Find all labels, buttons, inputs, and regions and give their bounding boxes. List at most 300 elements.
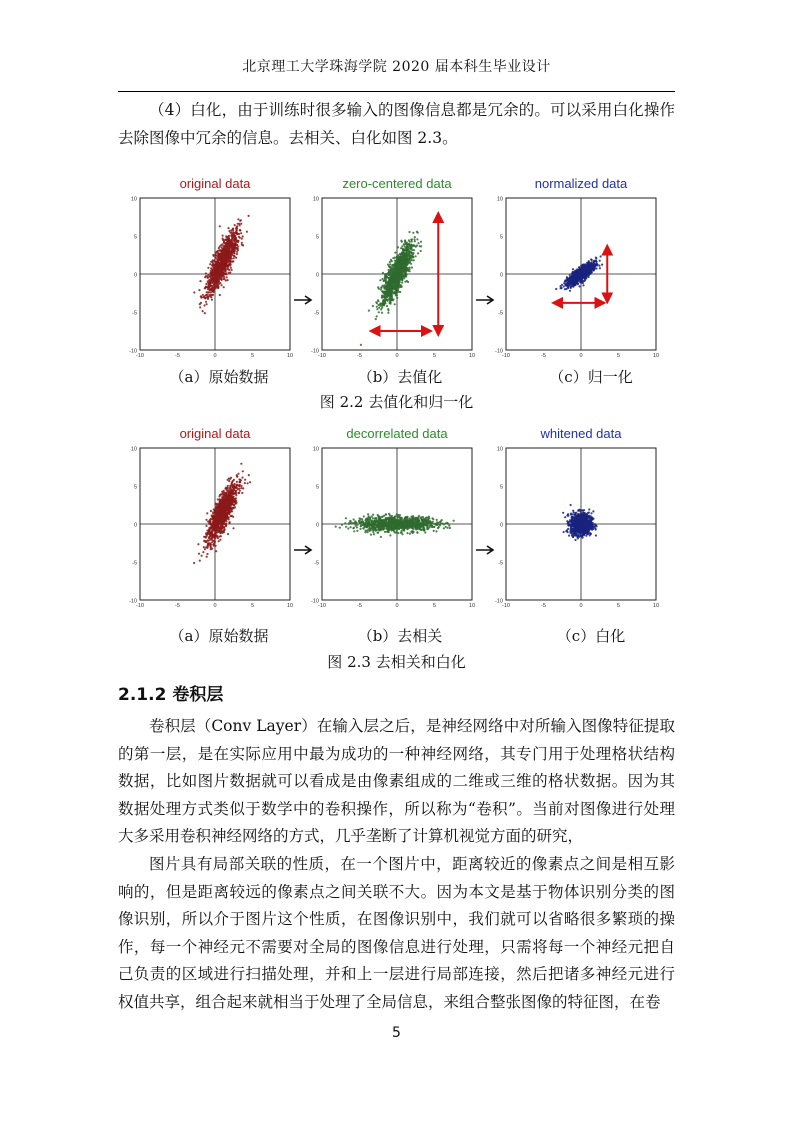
scatter-point <box>379 302 381 304</box>
scatter-point <box>389 263 391 265</box>
scatter-point <box>217 275 219 277</box>
scatter-point <box>221 279 223 281</box>
scatter-point <box>395 281 397 283</box>
scatter-point <box>244 482 246 484</box>
scatter-point <box>207 267 209 269</box>
x-tick-label: 5 <box>250 603 255 609</box>
scatter-point <box>215 287 217 289</box>
scatter-point <box>201 555 203 557</box>
scatter-point <box>220 493 222 495</box>
scatter-point <box>231 251 233 253</box>
scatter-point <box>388 295 390 297</box>
scatter-point <box>416 231 418 233</box>
scatter-point <box>214 260 216 262</box>
scatter-point <box>207 274 209 276</box>
scatter-point <box>392 281 394 283</box>
scatter-point <box>205 519 207 521</box>
scatter-point <box>387 264 389 266</box>
scatter-point <box>408 254 410 256</box>
scatter-point <box>392 257 394 259</box>
scatter-point <box>223 515 225 517</box>
scatter-point <box>227 246 229 248</box>
panel-title: original data <box>179 176 251 191</box>
scatter-point <box>411 238 413 240</box>
scatter-point <box>217 287 219 289</box>
scatter-point <box>230 486 232 488</box>
scatter-point <box>219 528 221 530</box>
scatter-point <box>387 288 389 290</box>
scatter-point <box>234 236 236 238</box>
scatter-point <box>217 535 219 537</box>
scatter-point <box>225 501 227 503</box>
scatter-point <box>221 516 223 518</box>
scatter-point <box>214 519 216 521</box>
scatter-point <box>571 283 573 285</box>
scatter-point <box>231 254 233 256</box>
scatter-point <box>227 259 229 261</box>
scatter-point <box>219 270 221 272</box>
scatter-point <box>214 537 216 539</box>
scatter-point <box>228 269 230 271</box>
scatter-point <box>229 522 231 524</box>
scatter-point <box>413 238 415 240</box>
scatter-point <box>391 260 393 262</box>
scatter-point <box>401 282 403 284</box>
scatter-point <box>197 543 199 545</box>
scatter-point <box>588 273 590 275</box>
scatter-point <box>209 520 211 522</box>
scatter-point <box>225 497 227 499</box>
scatter-point <box>234 502 236 504</box>
scatter-point <box>217 283 219 285</box>
scatter-point <box>215 274 217 276</box>
scatter-point <box>248 474 250 476</box>
scatter-point <box>389 269 391 271</box>
scatter-point <box>212 511 214 513</box>
scatter-point <box>381 290 383 292</box>
scatter-point <box>204 540 206 542</box>
scatter-point <box>382 278 384 280</box>
y-tick-label: 5 <box>499 234 503 241</box>
fig22-sublabel-b: （b）去值化 <box>357 368 443 386</box>
scatter-point <box>248 215 250 217</box>
scatter-point <box>408 239 410 241</box>
scatter-point <box>239 237 241 239</box>
scatter-point <box>590 271 592 273</box>
panel-title: decorrelated data <box>346 426 448 441</box>
scatter-point <box>595 267 597 269</box>
scatter-point <box>205 286 207 288</box>
y-tick-label: -5 <box>314 310 319 317</box>
scatter-point <box>199 280 201 282</box>
scatter-point <box>596 264 598 266</box>
scatter-point <box>409 256 411 258</box>
scatter-point <box>388 274 390 276</box>
scatter-point <box>240 487 242 489</box>
scatter-point <box>226 261 228 263</box>
scatter-point <box>211 282 213 284</box>
scatter-point <box>229 491 231 493</box>
scatter-panel-2 <box>311 426 475 609</box>
scatter-point <box>578 285 580 287</box>
scatter-point <box>399 278 401 280</box>
scatter-point <box>232 246 234 248</box>
scatter-point <box>231 508 233 510</box>
scatter-point <box>412 245 414 247</box>
scatter-point <box>390 288 392 290</box>
scatter-point <box>583 270 585 272</box>
scatter-point <box>219 268 221 270</box>
scatter-point <box>237 245 239 247</box>
scatter-point <box>234 246 236 248</box>
scatter-point <box>565 284 567 286</box>
scatter-point <box>408 267 410 269</box>
scatter-point <box>236 229 238 231</box>
scatter-point <box>224 266 226 268</box>
x-tick-label: 5 <box>432 603 437 609</box>
scatter-point <box>205 533 207 535</box>
y-tick-label: 10 <box>312 446 319 453</box>
paragraph-whitening: （4）白化，由于训练时很多输入的图像信息都是冗余的。可以采用白化操作去除图像中冗余的信息。去相关、白化如图 2.3。 <box>118 101 675 147</box>
scatter-point <box>237 473 239 475</box>
scatter-point <box>198 553 200 555</box>
scatter-point <box>217 506 219 508</box>
scatter-point <box>219 539 221 541</box>
transition-arrow-icon <box>476 296 493 304</box>
scatter-panel-1 <box>129 176 293 359</box>
scatter-point <box>410 248 412 250</box>
scatter-point <box>384 278 386 280</box>
scatter-point <box>215 503 217 505</box>
scatter-point <box>222 259 224 261</box>
scatter-point <box>375 301 377 303</box>
y-tick-label: 0 <box>133 522 137 529</box>
scatter-point <box>335 526 337 528</box>
scatter-point <box>595 257 597 259</box>
scatter-point <box>380 288 382 290</box>
scatter-point <box>215 257 217 259</box>
scatter-point <box>231 260 233 262</box>
y-tick-label: 0 <box>315 522 319 529</box>
y-tick-label: -5 <box>132 310 137 317</box>
x-tick-label: 10 <box>652 353 660 359</box>
scatter-point <box>376 315 378 317</box>
scatter-point <box>244 479 246 481</box>
scatter-point <box>403 257 405 259</box>
scatter-point <box>573 285 575 287</box>
scatter-point <box>233 252 235 254</box>
scatter-point <box>401 253 403 255</box>
scatter-point <box>241 242 243 244</box>
scatter-point <box>345 526 347 528</box>
scatter-point <box>208 289 210 291</box>
scatter-point <box>382 303 384 305</box>
scatter-point <box>210 272 212 274</box>
scatter-point <box>384 531 386 533</box>
scatter-point <box>595 260 597 262</box>
scatter-point <box>227 227 229 229</box>
scatter-point <box>232 527 234 529</box>
scatter-point <box>398 258 400 260</box>
scatter-point <box>412 232 414 234</box>
scatter-point <box>223 276 225 278</box>
scatter-point <box>573 275 575 277</box>
scatter-point <box>379 279 381 281</box>
scatter-point <box>376 308 378 310</box>
scatter-point <box>225 492 227 494</box>
scatter-point <box>377 300 379 302</box>
y-tick-label: -5 <box>498 310 503 317</box>
scatter-point <box>403 268 405 270</box>
scatter-point <box>218 509 220 511</box>
scatter-point <box>400 259 402 261</box>
scatter-point <box>223 286 225 288</box>
scatter-point <box>203 304 205 306</box>
scatter-point <box>224 262 226 264</box>
scatter-point <box>387 292 389 294</box>
fig22-caption: 图 2.2 去值化和归一化 <box>319 393 474 411</box>
scatter-point <box>232 239 234 241</box>
scatter-point <box>228 505 230 507</box>
scatter-point <box>246 231 248 233</box>
scatter-point <box>233 486 235 488</box>
y-tick-label: -10 <box>129 348 137 355</box>
scatter-point <box>222 235 224 237</box>
y-tick-label: 0 <box>315 272 319 279</box>
scatter-point <box>238 485 240 487</box>
scatter-point <box>217 270 219 272</box>
scatter-point <box>231 515 233 517</box>
scatter-point <box>241 238 243 240</box>
scatter-point <box>226 253 228 255</box>
scatter-point <box>217 279 219 281</box>
x-tick-label: 10 <box>468 353 476 359</box>
scatter-point <box>207 521 209 523</box>
scatter-point <box>231 237 233 239</box>
scatter-point <box>233 242 235 244</box>
scatter-point <box>232 500 234 502</box>
scatter-point <box>223 278 225 280</box>
scatter-point <box>236 481 238 483</box>
scatter-point <box>239 490 241 492</box>
scatter-point <box>390 291 392 293</box>
scatter-point <box>220 535 222 537</box>
scatter-point <box>211 531 213 533</box>
scatter-point <box>205 546 207 548</box>
scatter-point <box>211 289 213 291</box>
scatter-point <box>573 273 575 275</box>
scatter-point <box>232 230 234 232</box>
y-tick-label: 5 <box>315 234 319 241</box>
scatter-point <box>217 261 219 263</box>
scatter-point <box>448 525 450 527</box>
scatter-point <box>588 267 590 269</box>
scatter-point <box>409 259 411 261</box>
scatter-point <box>571 280 573 282</box>
scatter-point <box>208 530 210 532</box>
y-tick-label: 5 <box>133 234 137 241</box>
scatter-point <box>585 271 587 273</box>
scatter-point <box>402 270 404 272</box>
scatter-point <box>208 291 210 293</box>
scatter-point <box>417 252 419 254</box>
scatter-point <box>193 562 195 564</box>
x-tick-label: 5 <box>250 353 255 359</box>
scatter-point <box>386 305 388 307</box>
scatter-point <box>353 518 355 520</box>
scatter-point <box>576 271 578 273</box>
scatter-point <box>403 262 405 264</box>
scatter-point <box>218 266 220 268</box>
scatter-point <box>221 274 223 276</box>
scatter-point <box>411 240 413 242</box>
scatter-point <box>202 294 204 296</box>
header-rule <box>118 91 675 92</box>
scatter-point <box>424 531 426 533</box>
scatter-point <box>225 279 227 281</box>
scatter-point <box>232 232 234 234</box>
scatter-point <box>226 518 228 520</box>
scatter-point <box>400 268 402 270</box>
x-tick-label: 10 <box>468 603 476 609</box>
scatter-point <box>394 288 396 290</box>
scatter-point <box>405 251 407 253</box>
scatter-point <box>368 310 370 312</box>
scatter-point <box>230 496 232 498</box>
scatter-point <box>216 263 218 265</box>
scatter-point <box>404 281 406 283</box>
transition-arrow-icon <box>294 296 311 304</box>
scatter-point <box>213 517 215 519</box>
y-tick-label: -10 <box>129 598 137 605</box>
y-tick-label: 0 <box>499 272 503 279</box>
scatter-point <box>388 277 390 279</box>
scatter-point <box>383 286 385 288</box>
scatter-point <box>387 312 389 314</box>
scatter-point <box>220 259 222 261</box>
scatter-point <box>389 266 391 268</box>
scatter-point <box>410 263 412 265</box>
scatter-point <box>241 477 243 479</box>
scatter-point <box>400 275 402 277</box>
scatter-point <box>207 277 209 279</box>
scatter-point <box>382 272 384 274</box>
scatter-point <box>220 532 222 534</box>
scatter-point <box>407 257 409 259</box>
scatter-point <box>212 270 214 272</box>
scatter-point <box>381 307 383 309</box>
scatter-point <box>384 296 386 298</box>
scatter-point <box>569 290 571 292</box>
page-header: 北京理工大学珠海学院 2020 届本科生毕业设计 <box>242 59 551 75</box>
scatter-point <box>579 275 581 277</box>
scatter-point <box>396 256 398 258</box>
scatter-point <box>210 534 212 536</box>
scatter-point <box>206 553 208 555</box>
scatter-point <box>223 252 225 254</box>
scatter-point <box>408 250 410 252</box>
scatter-point <box>240 232 242 234</box>
scatter-point <box>214 511 216 513</box>
scatter-point <box>208 544 210 546</box>
scatter-point <box>226 256 228 258</box>
scatter-point <box>388 298 390 300</box>
scatter-point <box>205 272 207 274</box>
scatter-point <box>228 478 230 480</box>
scatter-point <box>403 277 405 279</box>
scatter-point <box>405 270 407 272</box>
scatter-point <box>231 493 233 495</box>
scatter-point <box>222 256 224 258</box>
scatter-point <box>208 537 210 539</box>
scatter-point <box>411 252 413 254</box>
scatter-point <box>584 264 586 266</box>
scatter-point <box>231 233 233 235</box>
y-tick-label: -10 <box>495 348 503 355</box>
scatter-point <box>220 244 222 246</box>
scatter-point <box>381 312 383 314</box>
scatter-point <box>219 282 221 284</box>
scatter-point <box>231 249 233 251</box>
scatter-point <box>224 249 226 251</box>
scatter-point <box>345 517 347 519</box>
scatter-point <box>203 546 205 548</box>
scatter-point <box>593 267 595 269</box>
scatter-point <box>226 241 228 243</box>
scatter-point <box>233 479 235 481</box>
x-tick-label: 10 <box>286 603 294 609</box>
scatter-point <box>205 294 207 296</box>
scatter-point <box>220 284 222 286</box>
scatter-point <box>240 223 242 225</box>
scatter-point <box>240 463 242 465</box>
scatter-point <box>403 248 405 250</box>
scatter-point <box>394 268 396 270</box>
scatter-point <box>219 272 221 274</box>
scatter-point <box>389 261 391 263</box>
x-tick-label: 0 <box>395 353 399 359</box>
scatter-point <box>206 512 208 514</box>
scatter-point <box>385 282 387 284</box>
scatter-point <box>435 530 437 532</box>
scatter-point <box>220 256 222 258</box>
scatter-point <box>397 246 399 248</box>
figure-2-2 <box>118 170 675 362</box>
scatter-point <box>231 483 233 485</box>
scatter-point <box>235 227 237 229</box>
scatter-point <box>599 260 601 262</box>
scatter-point <box>229 500 231 502</box>
scatter-point <box>238 478 240 480</box>
scatter-point <box>231 503 233 505</box>
scatter-point <box>218 540 220 542</box>
scatter-point <box>215 516 217 518</box>
scatter-point <box>234 224 236 226</box>
x-tick-label: -5 <box>175 603 180 609</box>
scatter-point <box>235 486 237 488</box>
scatter-point <box>227 487 229 489</box>
scatter-point <box>206 556 208 558</box>
scatter-point <box>398 286 400 288</box>
y-tick-label: 0 <box>133 272 137 279</box>
scatter-point <box>222 497 224 499</box>
scatter-point <box>560 287 562 289</box>
scatter-point <box>212 525 214 527</box>
x-tick-label: 5 <box>616 353 621 359</box>
scatter-point <box>223 241 225 243</box>
scatter-point <box>399 270 401 272</box>
scatter-point <box>228 264 230 266</box>
